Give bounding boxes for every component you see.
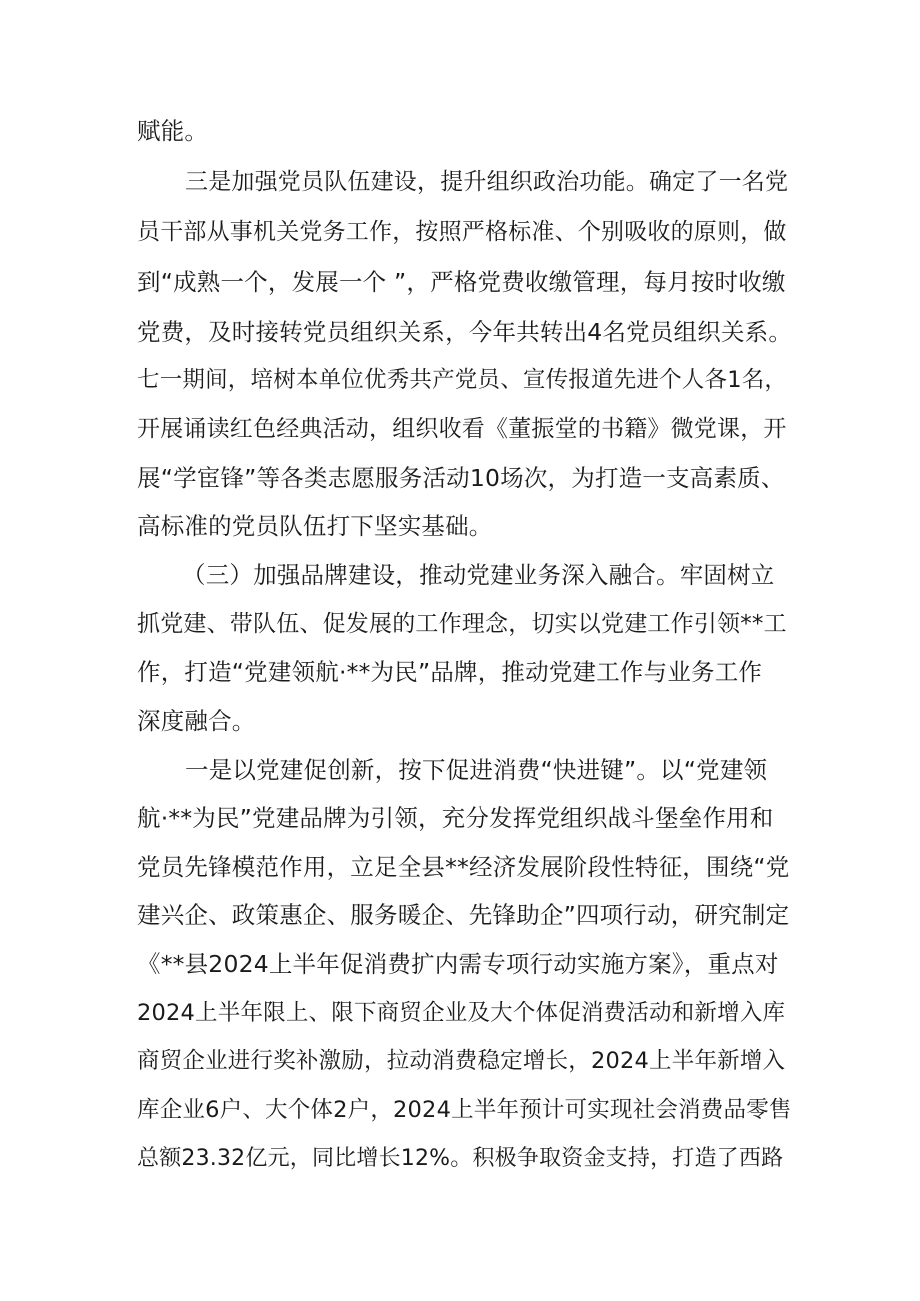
text-line: 开展诵读红色经典活动，组织收看《董振堂的书籍》微党课，开	[137, 416, 787, 442]
text-line: 赋能。	[137, 117, 209, 145]
section-heading-line: （三）加强品牌建设，推动党建业务深入融合。牢固树立	[182, 561, 775, 589]
text-line: 党员先锋模范作用，立足全县**经济发展阶段性特征，围绕“党	[137, 853, 790, 881]
text-line: 2024上半年限上、限下商贸企业及大个体促消费活动和新增入库	[137, 1000, 786, 1026]
text-line: 深度融合。	[137, 707, 256, 735]
text-line: 到“成熟一个，发展一个 ”，严格党费收缴管理，每月按时收缴	[137, 268, 786, 296]
text-line: 建兴企、政策惠企、服务暖企、先锋助企”四项行动，研究制定	[137, 901, 790, 929]
text-line: 高标准的党员队伍打下坚实基础。	[137, 512, 493, 540]
text-line: 库企业6户、大个体2户，2024上半年预计可实现社会消费品零售	[137, 1097, 792, 1123]
text-line: 抓党建、带队伍、促发展的工作理念，切实以党建工作引领**工	[137, 611, 787, 637]
text-line: 总额23.32亿元，同比增长12%。积极争取资金支持，打造了西路	[137, 1146, 784, 1171]
text-line: 三是加强党员队伍建设，提升组织政治功能。确定了一名党	[185, 169, 789, 195]
text-line: 作，打造“党建领航·**为民”品牌，推动党建工作与业务工作	[137, 658, 763, 686]
text-line: 员干部从事机关党务工作，按照严格标准、个别吸收的原则，做	[137, 219, 787, 245]
text-line: 《**县2024上半年促消费扩内需专项行动实施方案》，重点对	[137, 950, 779, 978]
text-line: 展“学宦锋”等各类志愿服务活动10场次，为打造一支高素质、	[137, 464, 785, 492]
text-line: 七一期间，培树本单位优秀共产党员、宣传报道先进个人各1名，	[137, 367, 788, 393]
text-line: 商贸企业进行奖补激励，拉动消费稳定增长，2024上半年新增入	[137, 1048, 786, 1074]
text-line: 一是以党建促创新，按下促进消费“快进键”。以“党建领	[185, 756, 768, 784]
text-line: 航·**为民”党建品牌为引领，充分发挥党组织战斗堡垒作用和	[137, 804, 774, 832]
text-line: 党费，及时接转党员组织关系，今年共转出4名党员组织关系。	[137, 318, 793, 346]
